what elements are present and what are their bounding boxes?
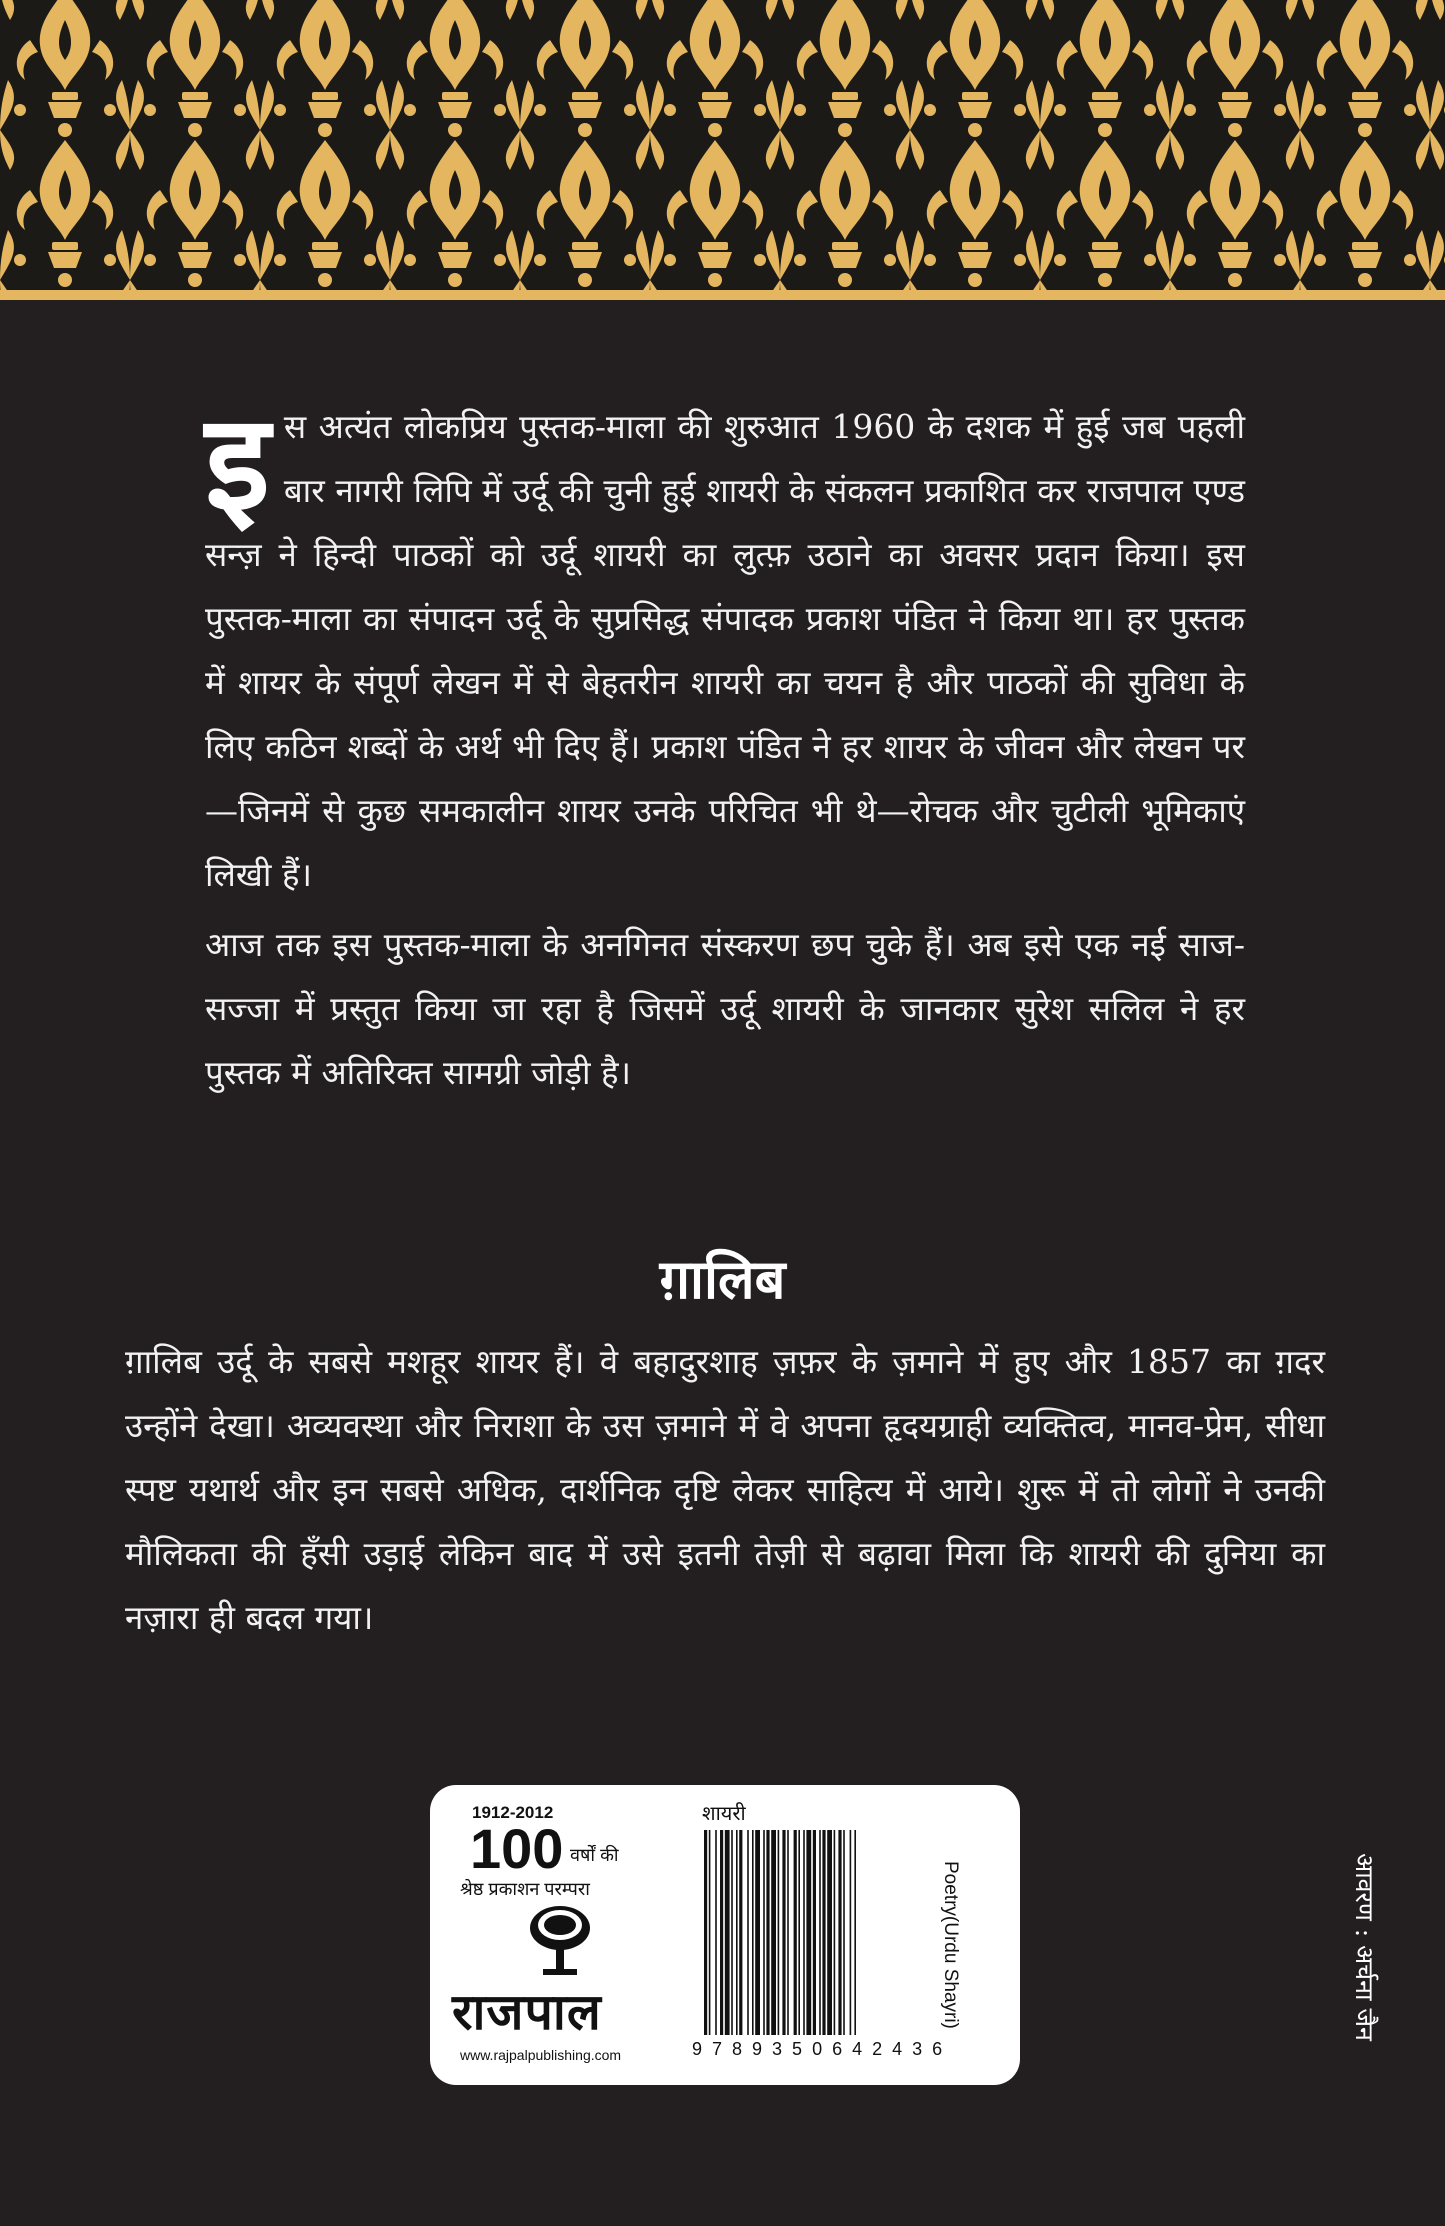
barcode-bar — [739, 1830, 742, 2035]
barcode-bar — [725, 1830, 730, 2035]
barcode-bar — [731, 1830, 733, 2035]
barcode-bar — [752, 1830, 754, 2035]
barcode-bar — [755, 1830, 760, 2035]
publisher-url: www.rajpalpublishing.com — [460, 2047, 622, 2063]
barcode-bar — [747, 1830, 749, 2035]
barcode-bar — [854, 1830, 856, 2035]
publisher-tagline-1: वर्षों की — [570, 1845, 619, 1865]
barcode-bar — [850, 1830, 852, 2035]
cover-credit: आवरण : अर्चना जैन — [1350, 1853, 1379, 2041]
barcode-bar — [813, 1830, 816, 2035]
barcode-bar — [827, 1830, 832, 2035]
barcode-bar — [787, 1830, 789, 2035]
damask-pattern-banner — [0, 0, 1445, 290]
intro-paragraph-1-text: स अत्यंत लोकप्रिय पुस्तक-माला की शुरुआत 1960 के दशक में हुई जब पहली बार नागरी लिपि में उर्दू की चुनी हुई शायरी के संकलन प्रकाशित कर राजपाल एण्ड सन्ज़ ने हिन्दी पाठकों को उर्दू शायरी का लुत्फ़ उठाने का अवसर प्रदान किया। इस पुस्तक-माला का संपादन उर्दू के सुप्रसिद्ध संपादक प्रकाश पंडित ने किया था। हर पुस्तक में शायर के संपूर्ण लेखन में से बेहतरीन शायरी का चयन है और पाठकों की सुविधा के लिए कठिन शब्दों के अर्थ भी दिए हैं। प्रकाश पंडित ने हर शायर के जीवन और लेखन पर—जिनमें से कुछ समकालीन शायर उनके परिचित भी थे—रोचक और चुटीली भूमिकाएं लिखी हैं। — [205, 407, 1245, 894]
barcode-bar — [782, 1830, 785, 2035]
barcode-bar — [704, 1830, 707, 2035]
barcode-bar — [838, 1830, 841, 2035]
publisher-years: 1912-2012 — [472, 1803, 554, 1822]
section-title: ग़ालिब — [659, 1247, 786, 1311]
isbn-barcode — [702, 1830, 952, 2045]
category-label: Poetry(Urdu Shayri) — [940, 1861, 961, 2029]
barcode-bar — [766, 1830, 769, 2035]
dropcap: इ — [205, 385, 270, 540]
publisher-hundred: 100 — [470, 1817, 564, 1880]
barcode-bar — [798, 1830, 800, 2035]
barcode-bar — [843, 1830, 845, 2035]
isbn-digits: 9789350642436 — [692, 2039, 953, 2059]
barcode-bar — [822, 1830, 825, 2035]
intro-paragraph-2: आज तक इस पुस्तक-माला के अनगिनत संस्करण छप चुके हैं। अब इसे एक नई साज-सज्जा में प्रस्तुत किया जा रहा है जिसमें उर्दू शायरी के जानकार सुरेश सलिल ने हर पुस्तक में अतिरिक्त सामग्री जोड़ी है। — [205, 925, 1245, 1092]
barcode-bar — [834, 1830, 836, 2035]
publisher-barcode-panel — [430, 1785, 1020, 2085]
barcode-bar — [715, 1830, 717, 2035]
tree-icon — [525, 1903, 595, 1986]
intro-text — [205, 385, 1245, 1111]
barcode-bar — [778, 1830, 780, 2035]
barcode-bar — [720, 1830, 723, 2035]
barcode-bar — [806, 1830, 811, 2035]
barcode-bar — [819, 1830, 821, 2035]
barcode-bar — [803, 1830, 805, 2035]
barcode-bar — [771, 1830, 776, 2035]
shelf-label: शायरी — [702, 1803, 746, 1825]
barcode-bar — [736, 1830, 738, 2035]
publisher-name: राजपाल — [452, 1984, 602, 2040]
barcode-bar — [709, 1830, 711, 2035]
barcode-bar — [794, 1830, 797, 2035]
barcode-bar — [763, 1830, 765, 2035]
gold-divider — [0, 290, 1445, 300]
ghalib-paragraph: ग़ालिब उर्दू के सबसे मशहूर शायर हैं। वे बहादुरशाह ज़फ़र के ज़माने में हुए और 1857 का ग़दर उन्होंने देखा। अव्यवस्था और निराशा के उस ज़माने में वे अपना हृदयग्राही व्यक्तित्व, मानव-प्रेम, सीधा स्पष्ट यथार्थ और इन सबसे अधिक, दार्शनिक दृष्टि लेकर साहित्य में आये। शुरू में तो लोगों ने उनकी मौलिकता की हँसी उड़ाई लेकिन बाद में उसे इतनी तेज़ी से बढ़ावा मिला कि शायरी की दुनिया का नज़ारा ही बदल गया। — [125, 1342, 1325, 1637]
intro-paragraph-1 — [205, 385, 1245, 907]
publisher-tagline-2: श्रेष्ठ प्रकाशन परम्परा — [460, 1879, 590, 1899]
